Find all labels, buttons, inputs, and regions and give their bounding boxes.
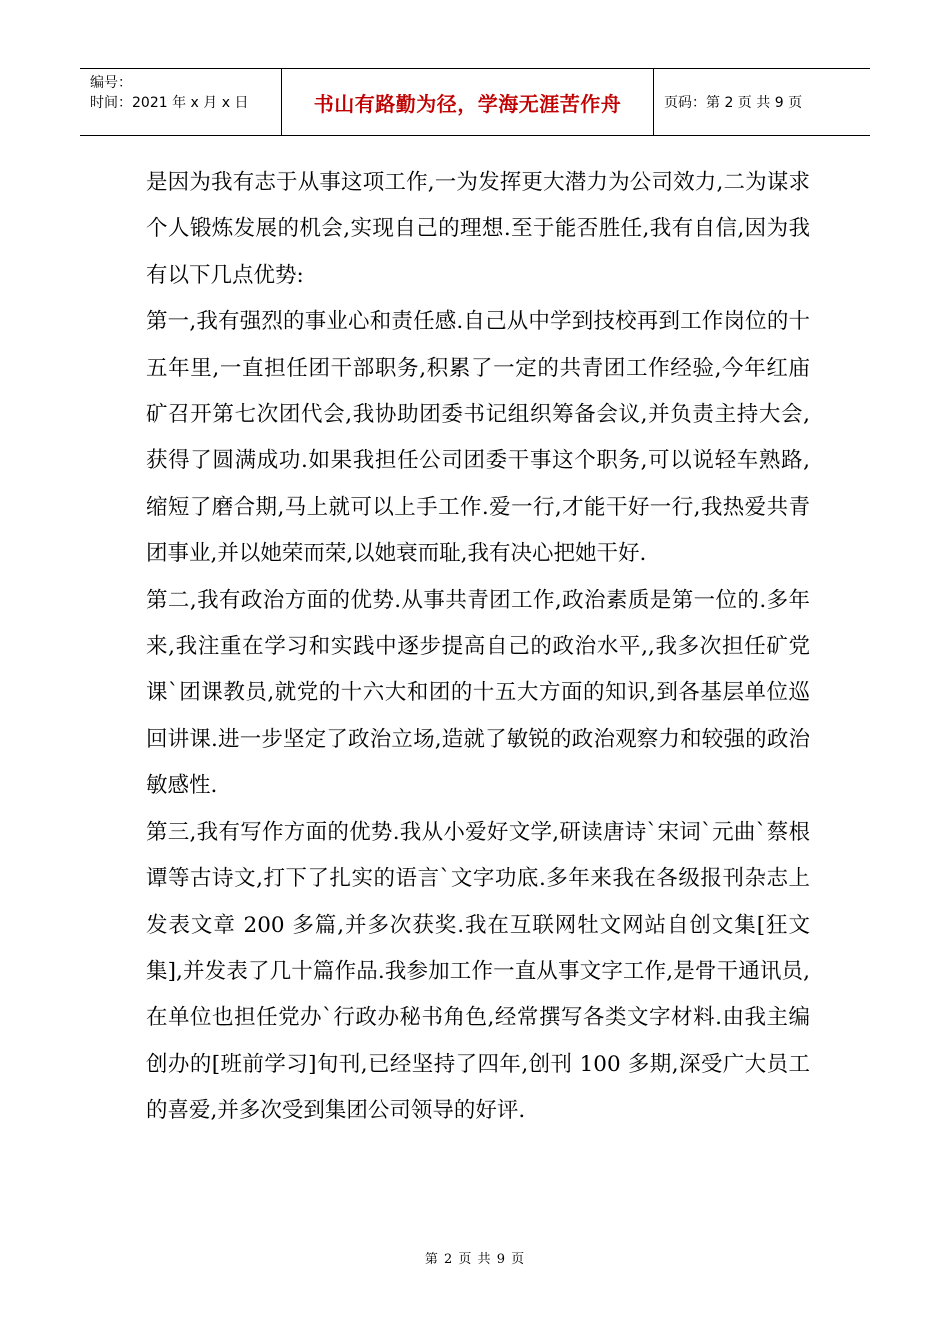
paragraph: 第一,我有强烈的事业心和责任感.自己从中学到技校再到工作岗位的十五年里,一直担任团干部职务,积累了一定的共青团工作经验,今年红庙矿召开第七次团代会,我协助团委书记组织筹备会议,并负责主持大会,获得了圆满成功.如果我担任公司团委干事这个职务,可以说轻车熟路,缩短了磨合期,马上就可以上手工作.爱一行,才能干好一行,我热爱共青团事业,并以她荣而荣,以她衰而耻,我有决心把她干好. xyxy=(146,309,810,567)
page-header xyxy=(80,68,870,136)
page-footer: 第 2 页 共 9 页 xyxy=(424,1252,526,1267)
paragraph: 第二,我有政治方面的优势.从事共青团工作,政治素质是第一位的.多年来,我注重在学习和实践中逐步提高自己的政治水平,,我多次担任矿党课`团课教员,就党的十六大和团的十五大方面的知识,到各基层单位巡回讲课.进一步坚定了政治立场,造就了敏锐的政治观察力和较强的政治敏感性. xyxy=(146,587,810,799)
document-number-label: 编号： xyxy=(90,75,132,91)
document-date-label: 时间：2021 年 x 月 x 日 xyxy=(90,95,249,111)
paragraph: 第三,我有写作方面的优势.我从小爱好文学,研读唐诗`宋词`元曲`蔡根谭等古诗文,打下了扎实的语言`文字功底.多年来我在各级报刊杂志上发表文章 200 多篇,并多次获奖.我在互联网牡文网站自创文集[狂文集],并发表了几十篇作品.我参加工作一直从事文字工作,是骨干通讯员,在单位也担任党办`行政办秘书角色,经常撰写各类文字材料.由我主编创办的[班前学习]旬刊,已经坚持了四年,创刊 100 多期,深受广大员工的喜爱,并多次受到集团公司领导的好评. xyxy=(146,819,810,1124)
paragraph: 是因为我有志于从事这项工作,一为发挥更大潜力为公司效力,二为谋求个人锻炼发展的机会,实现自己的理想.至于能否胜任,我有自信,因为我有以下几点优势: xyxy=(146,170,810,288)
header-page-number: 页码：第 2 页 共 9 页 xyxy=(664,95,803,111)
header-motto: 书山有路勤为径，学海无涯苦作舟 xyxy=(282,69,654,135)
header-meta xyxy=(80,69,282,135)
document-body xyxy=(146,160,810,1135)
